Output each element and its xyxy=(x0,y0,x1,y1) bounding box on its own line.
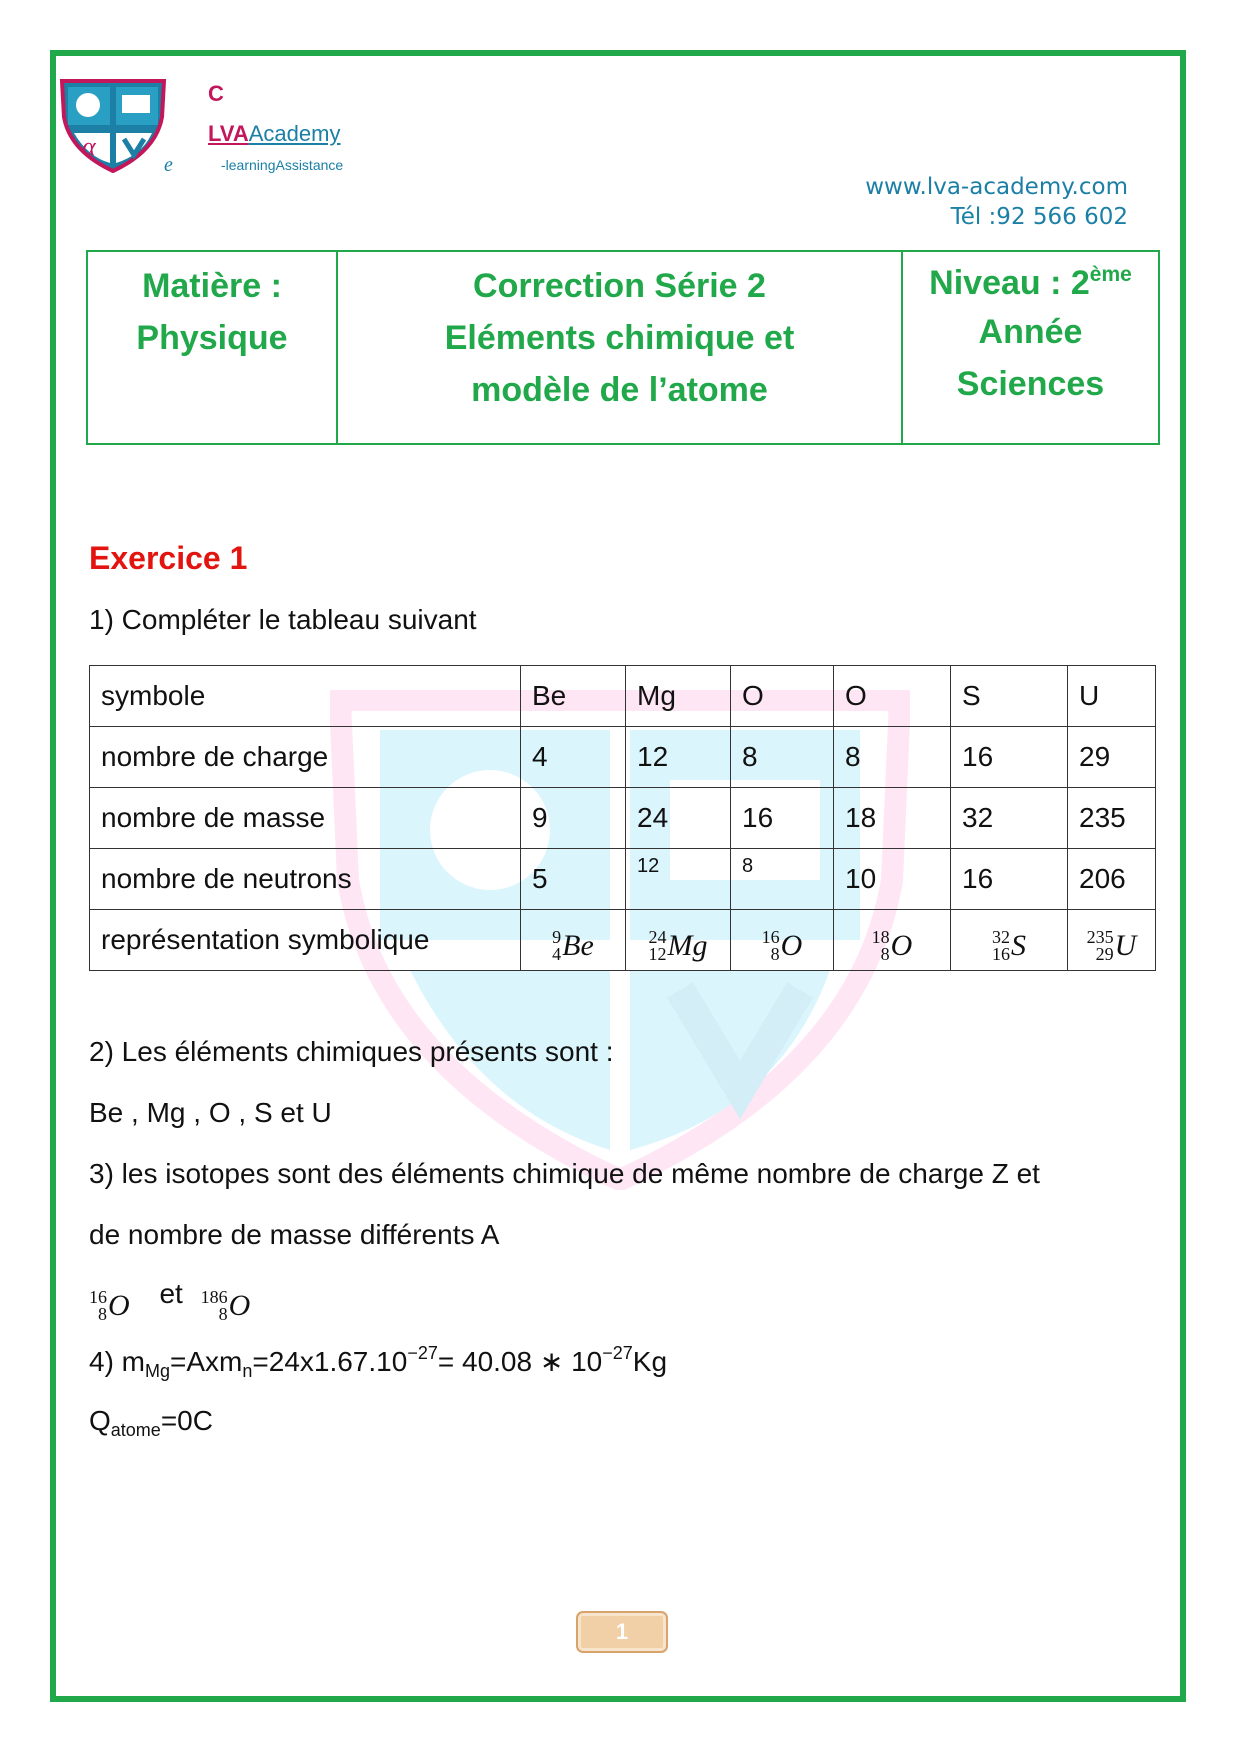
row-label: nombre de neutrons xyxy=(90,849,521,910)
subject-label: Matière : xyxy=(142,267,282,305)
charge-number: 8 xyxy=(98,1304,107,1324)
doc-title: Correction Série 2 xyxy=(473,267,766,305)
neutron-value: 8 xyxy=(742,855,754,877)
mass-number: 9 xyxy=(552,926,562,947)
website-link[interactable]: www.lva-academy.com xyxy=(865,174,1128,200)
question-4 xyxy=(89,1343,668,1381)
element-symbol: S xyxy=(1011,928,1026,962)
page-number: 1 xyxy=(576,1611,668,1653)
atom-charge xyxy=(89,1405,213,1440)
atoms-table xyxy=(89,665,1156,971)
table-row xyxy=(90,666,1156,727)
table-cell: 9 xyxy=(521,788,626,849)
q4-sub-n: n xyxy=(242,1361,253,1381)
subject-cell xyxy=(87,251,337,444)
table-cell: O xyxy=(731,666,834,727)
table-cell: O xyxy=(834,666,951,727)
isotopes-answer xyxy=(89,1278,250,1323)
table-cell: 24 xyxy=(626,788,731,849)
brand-lva: LVA xyxy=(208,121,249,146)
table-cell: 18 xyxy=(834,788,951,849)
q4-exp-2: −27 xyxy=(602,1343,633,1363)
mass-number: 18 xyxy=(871,926,890,947)
mass-number: 235 xyxy=(1086,926,1114,947)
charge-value: =0C xyxy=(160,1405,213,1436)
doc-subtitle-2: modèle de l’atome xyxy=(471,371,768,409)
charge-number: 8 xyxy=(218,1304,228,1324)
answer-2: Be , Mg , O , S et U xyxy=(89,1097,332,1128)
level-label xyxy=(904,260,1157,306)
title-cell xyxy=(337,251,902,444)
brand-name xyxy=(208,123,340,145)
table-cell xyxy=(834,910,951,971)
table-cell xyxy=(626,849,731,910)
element-symbol: Be xyxy=(562,928,594,962)
isotope-notation xyxy=(992,926,1026,964)
mass-number: 16 xyxy=(761,926,780,947)
q4-sub-mg: Mg xyxy=(145,1361,171,1381)
charge-number: 12 xyxy=(648,943,667,964)
row-label: symbole xyxy=(90,666,521,727)
table-cell: 32 xyxy=(951,788,1068,849)
question-3-line-2: de nombre de masse différents A xyxy=(89,1219,500,1250)
table-cell: S xyxy=(951,666,1068,727)
mass-number: 186 xyxy=(200,1287,228,1307)
table-cell: 16 xyxy=(951,727,1068,788)
q4-expr: =24x1.67.10 xyxy=(252,1346,408,1377)
charge-number: 16 xyxy=(992,943,1010,964)
exercise-title: Exercice 1 xyxy=(89,540,248,576)
charge-sub: atome xyxy=(110,1420,161,1440)
lva-logo xyxy=(58,77,168,173)
table-cell: 5 xyxy=(521,849,626,910)
isotope-notation xyxy=(89,1289,130,1323)
table-cell: 16 xyxy=(731,788,834,849)
brand-e: e xyxy=(164,154,173,176)
doc-subtitle-1: Eléments chimique et xyxy=(444,319,795,357)
q4-prefix: 4) m xyxy=(89,1346,145,1377)
table-cell xyxy=(951,910,1068,971)
title-box xyxy=(86,250,1160,445)
table-cell: 29 xyxy=(1068,727,1156,788)
isotope-notation xyxy=(1086,926,1137,964)
mass-number: 24 xyxy=(648,926,667,947)
table-cell: 206 xyxy=(1068,849,1156,910)
table-cell: 4 xyxy=(521,727,626,788)
table-cell xyxy=(731,849,834,910)
isotope-notation xyxy=(761,926,803,964)
table-row xyxy=(90,910,1156,971)
element-symbol: O xyxy=(108,1289,130,1322)
row-label: représentation symbolique xyxy=(90,910,521,971)
charge-number: 8 xyxy=(770,943,780,964)
table-cell xyxy=(1068,910,1156,971)
table-cell: U xyxy=(1068,666,1156,727)
table-cell: 235 xyxy=(1068,788,1156,849)
element-symbol: U xyxy=(1114,928,1137,962)
level-year: Année xyxy=(978,313,1083,351)
table-cell: 8 xyxy=(834,727,951,788)
level-prefix: Niveau : 2 xyxy=(929,264,1090,302)
neutron-value: 12 xyxy=(637,855,660,877)
isotope-notation xyxy=(648,926,708,964)
q4-unit: Kg xyxy=(632,1346,668,1377)
charge-number: 8 xyxy=(880,943,890,964)
brand-block xyxy=(164,81,344,176)
q4-mid: =Axm xyxy=(170,1346,243,1377)
element-symbol: Mg xyxy=(667,928,708,962)
isotope-separator: et xyxy=(159,1278,183,1309)
question-2: 2) Les éléments chimiques présents sont : xyxy=(89,1036,614,1067)
table-cell: Be xyxy=(521,666,626,727)
contact-block xyxy=(865,172,1128,232)
svg-text:α: α xyxy=(82,132,96,161)
isotope-notation xyxy=(552,926,594,964)
isotope-notation xyxy=(201,1289,251,1323)
table-cell: 10 xyxy=(834,849,951,910)
row-label: nombre de masse xyxy=(90,788,521,849)
brand-c: C xyxy=(208,81,224,106)
table-cell xyxy=(626,910,731,971)
table-row xyxy=(90,849,1156,910)
charge-symbol: Q xyxy=(89,1405,111,1436)
table-cell: 12 xyxy=(626,727,731,788)
level-section: Sciences xyxy=(956,365,1105,403)
level-cell xyxy=(902,251,1159,444)
brand-tagline: -learningAssistance xyxy=(221,157,344,173)
row-label: nombre de charge xyxy=(90,727,521,788)
question-3-line-1: 3) les isotopes sont des éléments chimique de même nombre de charge Z et xyxy=(89,1158,1040,1189)
table-cell xyxy=(521,910,626,971)
mass-number: 16 xyxy=(89,1287,107,1307)
mass-number: 32 xyxy=(992,926,1010,947)
table-cell xyxy=(731,910,834,971)
element-symbol: O xyxy=(228,1289,251,1322)
table-row xyxy=(90,727,1156,788)
table-cell: Mg xyxy=(626,666,731,727)
brand-academy: Academy xyxy=(248,121,341,146)
q4-exp-1: −27 xyxy=(407,1343,438,1363)
phone-number: Tél :92 566 602 xyxy=(950,204,1128,230)
table-row xyxy=(90,788,1156,849)
question-1: 1) Compléter le tableau suivant xyxy=(89,604,477,635)
isotope-notation xyxy=(871,926,913,964)
table-cell: 8 xyxy=(731,727,834,788)
level-sup: ème xyxy=(1089,263,1132,286)
element-symbol: O xyxy=(890,928,913,962)
element-symbol: O xyxy=(780,928,803,962)
q4-result: = 40.08 ∗ 10 xyxy=(437,1346,603,1377)
table-cell: 16 xyxy=(951,849,1068,910)
subject-value: Physique xyxy=(136,319,288,357)
charge-number: 4 xyxy=(552,943,562,964)
charge-number: 29 xyxy=(1095,943,1114,964)
